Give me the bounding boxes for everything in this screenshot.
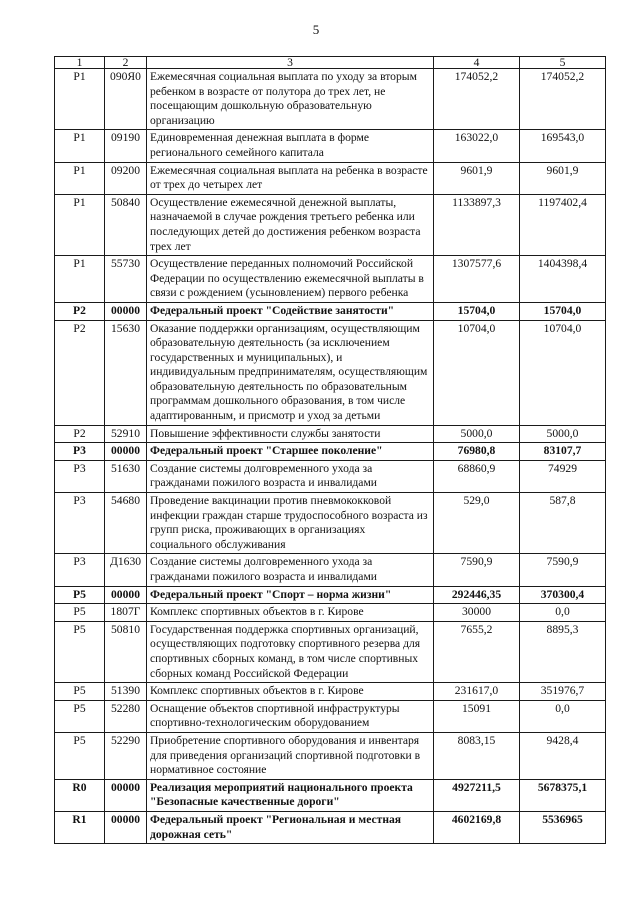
row-code: P3	[55, 554, 105, 586]
row-value-col5: 1197402,4	[520, 194, 606, 255]
row-value-col4: 1133897,3	[434, 194, 520, 255]
table-row	[55, 621, 606, 682]
row-name: Федеральный проект "Региональная и местная дорожная сеть"	[147, 811, 434, 843]
row-code: P3	[55, 493, 105, 554]
row-subcode: 09190	[105, 130, 147, 162]
table-row	[55, 130, 606, 162]
row-value-col4: 4602169,8	[434, 811, 520, 843]
row-value-col5: 7590,9	[520, 554, 606, 586]
row-subcode: 50840	[105, 194, 147, 255]
table-row	[55, 460, 606, 492]
table-row	[55, 554, 606, 586]
header-col-3: 3	[147, 57, 434, 69]
row-name: Государственная поддержка спортивных организаций, осуществляющих подготовку спортивного резерва для спортивных сборных команд, в том числе спортивных сборных команд Российской Федерации	[147, 621, 434, 682]
row-name: Осуществление переданных полномочий Российской Федерации по осуществлению ежемесячной выплаты в связи с рождением (усыновлением) первого ребенка	[147, 256, 434, 303]
row-value-col4: 15091	[434, 700, 520, 732]
row-subcode: 52280	[105, 700, 147, 732]
row-subcode: 09200	[105, 162, 147, 194]
row-value-col5: 370300,4	[520, 586, 606, 604]
row-code: P3	[55, 460, 105, 492]
row-value-col4: 15704,0	[434, 302, 520, 320]
row-name: Создание системы долговременного ухода за гражданами пожилого возраста и инвалидами	[147, 554, 434, 586]
row-subcode: 00000	[105, 586, 147, 604]
row-value-col5: 0,0	[520, 604, 606, 622]
table-row	[55, 302, 606, 320]
row-value-col5: 74929	[520, 460, 606, 492]
row-name: Единовременная денежная выплата в форме регионального семейного капитала	[147, 130, 434, 162]
row-subcode: 090Я0	[105, 69, 147, 130]
row-value-col5: 5678375,1	[520, 779, 606, 811]
row-code: P5	[55, 700, 105, 732]
table-row	[55, 69, 606, 130]
table-row	[55, 493, 606, 554]
row-code: P5	[55, 586, 105, 604]
row-name: Повышение эффективности службы занятости	[147, 425, 434, 443]
table-row	[55, 425, 606, 443]
row-code: P1	[55, 130, 105, 162]
row-code: P5	[55, 621, 105, 682]
row-subcode: 52910	[105, 425, 147, 443]
row-value-col5: 10704,0	[520, 320, 606, 425]
row-value-col4: 8083,15	[434, 732, 520, 779]
header-row	[55, 57, 606, 69]
row-name: Осуществление ежемесячной денежной выплаты, назначаемой в случае рождения третьего ребенка или последующих детей до достижения ребенком возраста трех лет	[147, 194, 434, 255]
row-name: Комплекс спортивных объектов в г. Кирове	[147, 604, 434, 622]
row-value-col4: 76980,8	[434, 443, 520, 461]
row-value-col4: 163022,0	[434, 130, 520, 162]
header-col-2: 2	[105, 57, 147, 69]
table-row	[55, 604, 606, 622]
row-value-col4: 7655,2	[434, 621, 520, 682]
row-value-col5: 15704,0	[520, 302, 606, 320]
row-subcode: 54680	[105, 493, 147, 554]
row-code: P1	[55, 69, 105, 130]
table-row	[55, 683, 606, 701]
row-code: P2	[55, 425, 105, 443]
row-name: Приобретение спортивного оборудования и инвентаря для приведения организаций спортивной подготовки в нормативное состояние	[147, 732, 434, 779]
row-subcode: 52290	[105, 732, 147, 779]
table-row	[55, 256, 606, 303]
row-name: Комплекс спортивных объектов в г. Кирове	[147, 683, 434, 701]
row-value-col4: 1307577,6	[434, 256, 520, 303]
table-row	[55, 732, 606, 779]
row-value-col5: 0,0	[520, 700, 606, 732]
row-subcode: 50810	[105, 621, 147, 682]
row-value-col4: 4927211,5	[434, 779, 520, 811]
row-code: P2	[55, 320, 105, 425]
row-value-col5: 8895,3	[520, 621, 606, 682]
table-row	[55, 162, 606, 194]
row-value-col5: 1404398,4	[520, 256, 606, 303]
row-code: P1	[55, 194, 105, 255]
row-name: Федеральный проект "Спорт – норма жизни"	[147, 586, 434, 604]
row-value-col5: 5000,0	[520, 425, 606, 443]
row-subcode: 15630	[105, 320, 147, 425]
row-value-col5: 351976,7	[520, 683, 606, 701]
row-subcode: 00000	[105, 811, 147, 843]
row-value-col5: 5536965	[520, 811, 606, 843]
row-subcode: 55730	[105, 256, 147, 303]
row-subcode: 1807Г	[105, 604, 147, 622]
table-row	[55, 586, 606, 604]
row-value-col4: 292446,35	[434, 586, 520, 604]
row-subcode: 00000	[105, 443, 147, 461]
table-row	[55, 700, 606, 732]
row-value-col5: 83107,7	[520, 443, 606, 461]
row-value-col4: 5000,0	[434, 425, 520, 443]
table-row	[55, 320, 606, 425]
row-value-col4: 9601,9	[434, 162, 520, 194]
budget-table	[54, 56, 606, 844]
row-subcode: 00000	[105, 302, 147, 320]
row-name: Реализация мероприятий национального проекта "Безопасные качественные дороги"	[147, 779, 434, 811]
row-value-col4: 10704,0	[434, 320, 520, 425]
row-name: Оказание поддержки организациям, осуществляющим образовательную деятельность (за исключением государственных и муниципальных), и индивидуальным предпринимателям, осуществляющим образовательную деятельность по образовательным программам дошкольного образования, в том числе адаптированным, и присмотр и уход за детьми	[147, 320, 434, 425]
header-col-5: 5	[520, 57, 606, 69]
row-value-col4: 231617,0	[434, 683, 520, 701]
row-name: Проведение вакцинации против пневмококковой инфекции граждан старше трудоспособного возраста из групп риска, проживающих в организациях социального обслуживания	[147, 493, 434, 554]
row-code: P1	[55, 162, 105, 194]
row-name: Ежемесячная социальная выплата по уходу за вторым ребенком в возрасте от полутора до трех лет, не посещающим дошкольную образовательную организацию	[147, 69, 434, 130]
row-subcode: Д1630	[105, 554, 147, 586]
table-body	[55, 69, 606, 844]
row-code: P3	[55, 443, 105, 461]
row-value-col5: 174052,2	[520, 69, 606, 130]
header-col-4: 4	[434, 57, 520, 69]
row-code: R0	[55, 779, 105, 811]
row-name: Федеральный проект "Содействие занятости"	[147, 302, 434, 320]
row-value-col5: 587,8	[520, 493, 606, 554]
row-name: Федеральный проект "Старшее поколение"	[147, 443, 434, 461]
row-code: P2	[55, 302, 105, 320]
row-name: Создание системы долговременного ухода за гражданами пожилого возраста и инвалидами	[147, 460, 434, 492]
table-row	[55, 811, 606, 843]
table-row	[55, 194, 606, 255]
row-code: R1	[55, 811, 105, 843]
row-code: P1	[55, 256, 105, 303]
row-code: P5	[55, 732, 105, 779]
row-name: Оснащение объектов спортивной инфраструктуры спортивно-технологическим оборудованием	[147, 700, 434, 732]
row-value-col5: 169543,0	[520, 130, 606, 162]
table-row	[55, 443, 606, 461]
page-number: 5	[312, 22, 320, 37]
row-value-col4: 174052,2	[434, 69, 520, 130]
row-value-col5: 9601,9	[520, 162, 606, 194]
row-value-col4: 68860,9	[434, 460, 520, 492]
row-value-col4: 529,0	[434, 493, 520, 554]
table-row	[55, 779, 606, 811]
row-value-col4: 7590,9	[434, 554, 520, 586]
row-subcode: 51390	[105, 683, 147, 701]
row-code: P5	[55, 683, 105, 701]
row-name: Ежемесячная социальная выплата на ребенка в возрасте от трех до четырех лет	[147, 162, 434, 194]
header-col-1: 1	[55, 57, 105, 69]
row-value-col5: 9428,4	[520, 732, 606, 779]
row-code: P5	[55, 604, 105, 622]
row-subcode: 00000	[105, 779, 147, 811]
row-value-col4: 30000	[434, 604, 520, 622]
row-subcode: 51630	[105, 460, 147, 492]
